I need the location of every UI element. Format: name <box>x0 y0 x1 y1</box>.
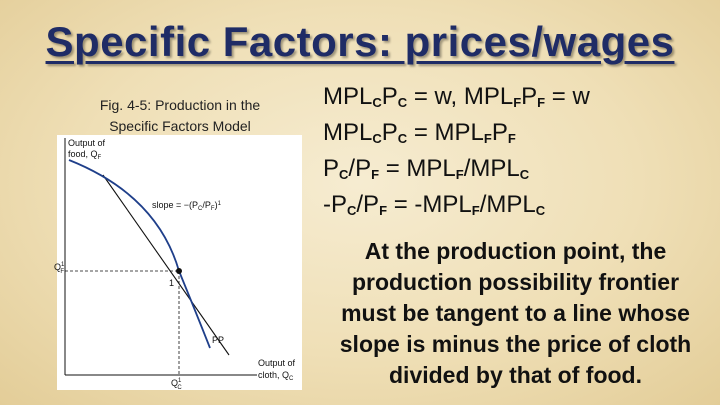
equation-subscript: F <box>483 131 492 146</box>
equation-subscript: F <box>537 95 546 110</box>
figure-caption <box>70 95 290 137</box>
equation-text: /P <box>348 155 372 182</box>
equations-block <box>323 82 703 226</box>
equation-text: = w, MPL <box>407 83 514 110</box>
equation-text: P <box>491 119 508 146</box>
x-axis-label-line-2: cloth, $Q_C$ <box>258 370 294 382</box>
caption-line-2: Specific Factors Model <box>109 118 251 134</box>
point-label: 1 <box>169 278 175 288</box>
equation-text: = MPL <box>379 155 456 182</box>
equation-subscript: C <box>519 167 530 182</box>
x-axis-label-line-1: Output of <box>258 358 296 368</box>
slide-title: Specific Factors: prices/wages <box>45 18 675 65</box>
equation-subscript: C <box>535 203 546 218</box>
equation-subscript: C <box>397 95 408 110</box>
slope-label: slope = $-(P_C/P_F)^1$ <box>152 200 221 212</box>
equation-line-1 <box>323 82 703 118</box>
equation-text: P <box>521 83 538 110</box>
equation-text: P <box>323 155 340 182</box>
equation-text: = -MPL <box>387 191 472 218</box>
x-tick-label: $Q^1$ C <box>171 378 182 391</box>
ppf-curve <box>69 160 210 348</box>
y-tick-label: $Q^1$ F <box>54 262 65 275</box>
equation-subscript: C <box>397 131 408 146</box>
equation-text: /MPL <box>479 191 536 218</box>
equation-text: MPL <box>323 119 373 146</box>
explanation-paragraph: At the production point, the production possibility frontier must be tangent to a line whose slope is minus the price of cloth divided by that of food. <box>339 238 692 388</box>
equation-subscript: F <box>471 203 480 218</box>
equation-subscript: C <box>372 131 382 146</box>
equation-line-2 <box>323 118 703 154</box>
equation-text: /P <box>356 191 380 218</box>
equation-subscript: C <box>339 167 349 182</box>
equation-text: P <box>381 119 398 146</box>
equation-subscript: F <box>371 167 380 182</box>
equation-line-4 <box>323 190 703 226</box>
y-axis-label-line-2: food, $Q_F$ <box>68 149 102 161</box>
equation-line-3 <box>323 154 703 190</box>
equation-text: MPL <box>323 83 373 110</box>
equation-subscript: C <box>347 203 357 218</box>
equation-text: P <box>381 83 398 110</box>
equation-subscript: F <box>455 167 464 182</box>
ppf-figure <box>54 135 302 391</box>
equation-subscript: F <box>513 95 522 110</box>
production-point <box>176 268 182 274</box>
equation-subscript: C <box>372 95 382 110</box>
ppf-graph <box>54 135 302 391</box>
equation-text: = w <box>545 83 590 110</box>
equation-subscript: F <box>379 203 388 218</box>
caption-line-1: Fig. 4-5: Production in the <box>99 97 261 113</box>
equation-text: /MPL <box>463 155 520 182</box>
equation-text: = MPL <box>407 119 484 146</box>
equation-text: -P <box>323 191 347 218</box>
equation-subscript: F <box>507 131 516 146</box>
curve-label: PP <box>212 335 225 345</box>
y-axis-label-line-1: Output of <box>68 138 106 148</box>
